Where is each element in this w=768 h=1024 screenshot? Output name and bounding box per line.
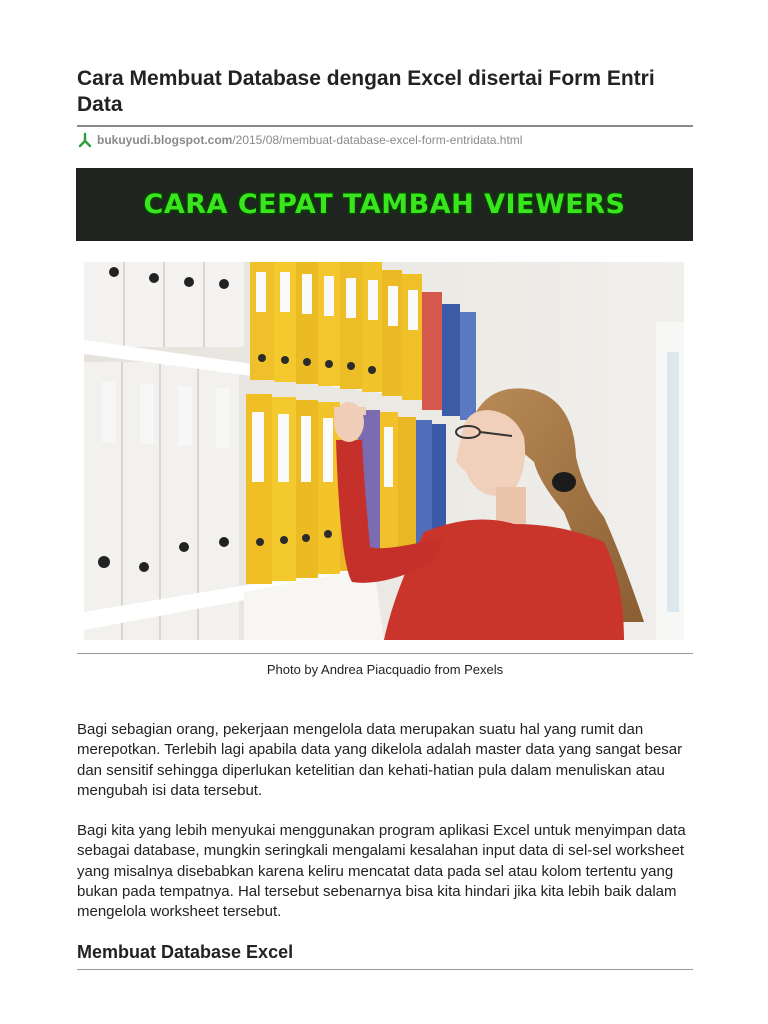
article-title: Cara Membuat Database dengan Excel disertai Form Entri Data [77,67,655,116]
source-path[interactable]: /2015/08/membuat-database-excel-form-entridata.html [232,133,523,147]
promo-banner[interactable] [76,168,693,241]
source-domain[interactable]: bukuyudi.blogspot.com [97,133,233,147]
photo-caption: Photo by Andrea Piacquadio from Pexels [266,662,504,677]
paragraph-1: Bagi sebagian orang, pekerjaan mengelola data merupakan suatu hal yang rumit dan merepotkan. Terlebih lagi apabila data yang dikelola adalah master data yang sangat besar dan sensitif sehingga diperlukan ketelitian dan kehati-hatian pula dalam menuliskan atau mengubah isi data tersebut. [77,721,683,799]
caption-divider [77,653,693,654]
section-divider [77,969,693,970]
banner-text: CARA CEPAT TAMBAH VIEWERS [143,189,626,220]
article-photo [84,262,684,640]
source-link[interactable] [77,131,522,149]
paragraph-2: Bagi kita yang lebih menyukai menggunakan program aplikasi Excel untuk menyimpan data sebagai database, mungkin seringkali mengalami kesalahan input data di sel-sel worksheet yang misalnya disebabkan karena keliru mencatat data pada sel atau kolom tertentu yang bukan pada tempatnya. Hal tersebut sebenarnya bisa kita hindari jika kita lebih baik dalam mengelola worksheet tersebut. [77,822,686,921]
share-icon [77,132,93,148]
title-divider [77,125,693,127]
section-heading: Membuat Database Excel [77,942,294,962]
